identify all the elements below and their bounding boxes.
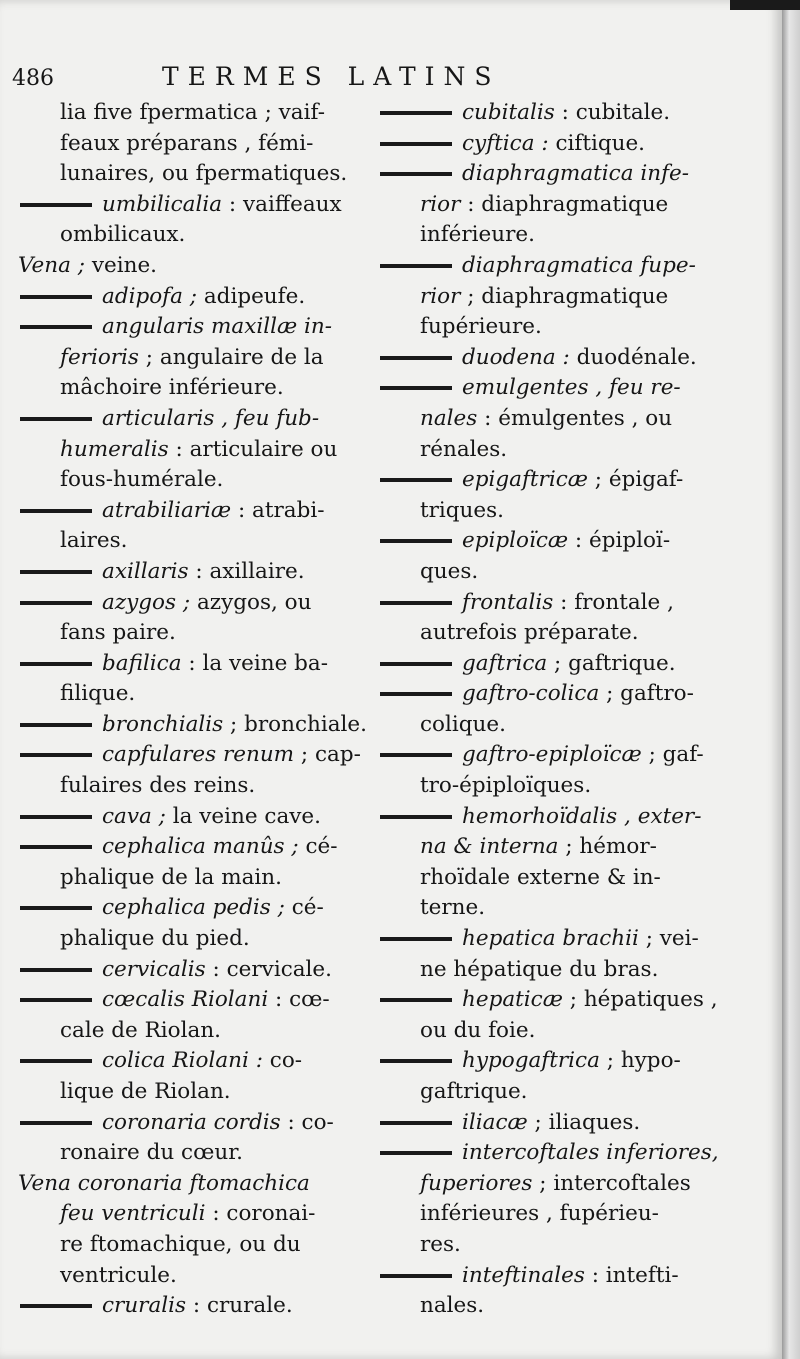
latin-term: bronchialis (102, 711, 224, 737)
latin-term: diaphragmatica infe- (462, 161, 690, 187)
text-line (378, 190, 740, 221)
french-gloss: : épiploï- (568, 528, 671, 554)
latin-term: emulgentes , feu re- (462, 375, 681, 401)
french-gloss: ; intercoftales (532, 1170, 691, 1196)
latin-term: gaftrica (462, 650, 548, 676)
latin-term: hepatica brachii (462, 926, 639, 952)
french-gloss: : cœ- (268, 987, 330, 1013)
text-line (18, 649, 376, 680)
text-line (378, 802, 740, 833)
ditto-dash (20, 570, 92, 574)
french-gloss: ; iliaques. (527, 1109, 641, 1135)
french-gloss: ; gaftrique. (547, 650, 676, 676)
french-gloss: nales. (420, 1293, 485, 1319)
text-line (18, 312, 376, 343)
ditto-dash (20, 417, 92, 421)
text-line (18, 435, 376, 466)
text-line (378, 465, 740, 496)
text-line (378, 893, 740, 924)
ditto-dash (20, 845, 92, 849)
french-gloss: phalique de la main. (60, 864, 282, 890)
text-line (378, 1016, 740, 1047)
text-line (378, 1169, 740, 1200)
text-line (378, 1199, 740, 1230)
latin-term: angularis maxillæ in- (102, 314, 332, 340)
ditto-dash (380, 111, 452, 115)
text-line (18, 863, 376, 894)
text-line (378, 1108, 740, 1139)
text-line (378, 955, 740, 986)
ditto-dash (380, 264, 452, 268)
french-gloss: : axillaire. (188, 558, 305, 584)
running-header (12, 62, 772, 102)
french-gloss: ; cap- (294, 742, 361, 768)
ditto-dash (380, 478, 452, 482)
ditto-dash (380, 815, 452, 819)
latin-term: colica Riolani : (102, 1048, 263, 1074)
latin-term: cubitalis (462, 100, 555, 125)
latin-term: intercoftales inferiores, (462, 1140, 719, 1166)
text-line (18, 251, 376, 282)
text-line (378, 1138, 740, 1169)
ditto-dash (380, 601, 452, 605)
french-gloss: : intefti- (584, 1262, 679, 1288)
latin-term: gaftro-colica (462, 681, 600, 707)
french-gloss: la veine cave. (165, 803, 321, 829)
french-gloss: fupérieure. (420, 314, 542, 340)
text-line (378, 1077, 740, 1108)
ditto-dash (380, 539, 452, 543)
french-gloss: : cervicale. (205, 956, 332, 982)
french-gloss: cale de Riolan. (60, 1017, 221, 1043)
french-gloss: ; vei- (638, 926, 699, 952)
page-number: 486 (12, 66, 54, 91)
french-gloss: lia five fpermatica ; vaif- (60, 100, 325, 125)
french-gloss: : diaphragmatique (460, 191, 669, 217)
text-line (378, 557, 740, 588)
text-line (378, 220, 740, 251)
ditto-dash (20, 815, 92, 819)
page-edge (782, 0, 800, 1359)
latin-term: na & interna (420, 834, 559, 860)
text-line (18, 404, 376, 435)
text-line (18, 1046, 376, 1077)
french-gloss: feaux préparans , fémi- (60, 130, 314, 156)
french-gloss: terne. (420, 895, 486, 921)
text-line (18, 710, 376, 741)
latin-term: inteftinales (462, 1262, 585, 1288)
text-line (18, 618, 376, 649)
latin-term: bafilica (102, 650, 182, 676)
ditto-dash (380, 1151, 452, 1155)
latin-term: rior (420, 283, 461, 309)
latin-term: epigaftricæ (462, 467, 588, 493)
text-line (18, 526, 376, 557)
french-gloss: re ftomachique, ou du (60, 1231, 301, 1257)
text-line (378, 649, 740, 680)
french-gloss: cé- (284, 895, 324, 921)
latin-term: cephalica pedis ; (102, 895, 285, 921)
french-gloss: fulaires des reins. (60, 773, 256, 799)
text-line (378, 1291, 740, 1322)
french-gloss: ; bronchiale. (223, 711, 367, 737)
french-gloss: phalique du pied. (60, 926, 250, 952)
text-line (18, 159, 376, 190)
french-gloss: colique. (420, 711, 506, 737)
text-line (18, 1016, 376, 1047)
french-gloss: rhoïdale externe & in- (420, 864, 661, 890)
ditto-dash (20, 1304, 92, 1308)
french-gloss: veine. (85, 252, 158, 278)
text-line (18, 1108, 376, 1139)
latin-term: capfulares renum (102, 742, 295, 768)
binding-shadow (730, 0, 800, 10)
text-line (18, 557, 376, 588)
latin-term: feu ventriculi (60, 1201, 206, 1227)
text-line (378, 588, 740, 619)
text-line (378, 312, 740, 343)
text-line (378, 771, 740, 802)
french-gloss: tro-épiploïques. (420, 773, 592, 799)
text-line (18, 1077, 376, 1108)
text-line (18, 924, 376, 955)
french-gloss: lunaires, ou fpermatiques. (60, 161, 348, 187)
french-gloss: ne hépatique du bras. (420, 956, 659, 982)
text-line (18, 190, 376, 221)
text-line (18, 588, 376, 619)
text-line (378, 343, 740, 374)
text-line (18, 1291, 376, 1322)
french-gloss: ; épigaf- (587, 467, 684, 493)
french-gloss: ventricule. (60, 1262, 177, 1288)
text-line (378, 251, 740, 282)
french-gloss: ou du foie. (420, 1017, 536, 1043)
latin-term: humeralis (60, 436, 169, 462)
text-line (18, 373, 376, 404)
french-gloss: ; gaftro- (599, 681, 694, 707)
french-gloss: : émulgentes , ou (477, 405, 673, 431)
french-gloss: ; angulaire de la (138, 344, 324, 370)
ditto-dash (20, 1059, 92, 1063)
french-gloss: triques. (420, 497, 504, 523)
ditto-dash (20, 968, 92, 972)
left-column (18, 98, 376, 1322)
french-gloss: : la veine ba- (181, 650, 328, 676)
text-line (18, 465, 376, 496)
text-line (18, 679, 376, 710)
ditto-dash (380, 662, 452, 666)
latin-term: cyftica : (462, 130, 549, 156)
french-gloss: autrefois préparate. (420, 620, 639, 646)
french-gloss: adipeufe. (197, 283, 306, 309)
latin-term: cervicalis (102, 956, 206, 982)
french-gloss: : atrabi- (231, 497, 325, 523)
text-line (378, 404, 740, 435)
text-line (18, 282, 376, 313)
text-line (18, 771, 376, 802)
french-gloss: : cubitale. (554, 100, 671, 125)
latin-term: articularis , feu fub- (102, 405, 320, 431)
text-line (378, 863, 740, 894)
text-line (378, 129, 740, 160)
latin-term: Vena coronaria ftomachica (18, 1170, 310, 1196)
french-gloss: ; hypo- (599, 1048, 681, 1074)
latin-term: atrabiliariæ (102, 497, 232, 523)
text-line (18, 1230, 376, 1261)
french-gloss: ; gaf- (641, 742, 704, 768)
ditto-dash (20, 295, 92, 299)
french-gloss: : vaiffeaux (222, 191, 342, 217)
french-gloss: laires. (60, 528, 128, 554)
french-gloss: inférieure. (420, 222, 535, 248)
latin-term: fuperiores (420, 1170, 533, 1196)
running-title: TERMES LATINS (162, 62, 501, 91)
text-line (18, 985, 376, 1016)
latin-term: umbilicalia (102, 191, 223, 217)
text-line (18, 220, 376, 251)
text-line (378, 282, 740, 313)
french-gloss: : frontale , (553, 589, 674, 615)
latin-term: azygos ; (102, 589, 191, 615)
latin-term: axillaris (102, 558, 189, 584)
ditto-dash (20, 662, 92, 666)
ditto-dash (20, 723, 92, 727)
text-line (378, 740, 740, 771)
latin-term: ferioris (60, 344, 139, 370)
text-line (18, 343, 376, 374)
french-gloss: inférieures , fupérieu- (420, 1201, 659, 1227)
ditto-dash (380, 753, 452, 757)
ditto-dash (380, 1274, 452, 1278)
latin-term: cœcalis Riolani (102, 987, 269, 1013)
french-gloss: ; hémor- (558, 834, 657, 860)
latin-term: cruralis (102, 1293, 187, 1319)
ditto-dash (20, 1121, 92, 1125)
french-gloss: : coronai- (205, 1201, 316, 1227)
ditto-dash (20, 325, 92, 329)
french-gloss: ombilicaux. (60, 222, 186, 248)
text-line (18, 740, 376, 771)
text-line (378, 496, 740, 527)
right-column (378, 98, 740, 1322)
latin-term: epiploïcæ (462, 528, 569, 554)
french-gloss: lique de Riolan. (60, 1079, 231, 1104)
french-gloss: gaftrique. (420, 1079, 528, 1104)
text-line (378, 373, 740, 404)
french-gloss: filique. (60, 681, 136, 707)
french-gloss: ronaire du cœur. (60, 1140, 243, 1166)
ditto-dash (380, 386, 452, 390)
text-line (378, 832, 740, 863)
text-line (378, 435, 740, 466)
french-gloss: : articulaire ou (168, 436, 338, 462)
ditto-dash (380, 356, 452, 360)
text-line (18, 802, 376, 833)
ditto-dash (20, 998, 92, 1002)
latin-term: hemorhoïdalis , exter- (462, 803, 702, 829)
ditto-dash (380, 692, 452, 696)
latin-term: coronaria cordis (102, 1109, 281, 1135)
latin-term: gaftro-epiploïcæ (462, 742, 642, 768)
text-line (378, 1261, 740, 1292)
latin-term: frontalis (462, 589, 554, 615)
french-gloss: ; diaphragmatique (460, 283, 669, 309)
french-gloss: ques. (420, 558, 479, 584)
ditto-dash (380, 172, 452, 176)
text-line (18, 1138, 376, 1169)
text-line (18, 1169, 376, 1200)
latin-term: cephalica manûs ; (102, 834, 299, 860)
latin-term: iliacæ (462, 1109, 528, 1135)
ditto-dash (20, 906, 92, 910)
ditto-dash (20, 601, 92, 605)
ditto-dash (380, 998, 452, 1002)
french-gloss: : co- (280, 1109, 334, 1135)
french-gloss: mâchoire inférieure. (60, 375, 284, 401)
french-gloss: fous-humérale. (60, 467, 224, 493)
text-line (378, 1230, 740, 1261)
latin-term: cava ; (102, 803, 166, 829)
latin-term: nales (420, 405, 478, 431)
latin-term: adipofa ; (102, 283, 198, 309)
french-gloss: co- (262, 1048, 303, 1074)
french-gloss: duodénale. (569, 344, 697, 370)
latin-term: duodena : (462, 344, 570, 370)
ditto-dash (380, 142, 452, 146)
text-line (18, 129, 376, 160)
text-line (378, 924, 740, 955)
latin-term: diaphragmatica fupe- (462, 252, 696, 278)
french-gloss: ciftique. (548, 130, 646, 156)
ditto-dash (380, 1121, 452, 1125)
text-line (18, 832, 376, 863)
text-line (378, 98, 740, 129)
text-line (18, 98, 376, 129)
text-line (378, 526, 740, 557)
french-gloss: azygos, ou (190, 589, 312, 615)
text-line (18, 496, 376, 527)
text-line (378, 1046, 740, 1077)
text-line (378, 985, 740, 1016)
latin-term: hypogaftrica (462, 1048, 600, 1074)
ditto-dash (380, 1059, 452, 1063)
latin-term: hepaticæ (462, 987, 563, 1013)
french-gloss: fans paire. (60, 620, 176, 646)
french-gloss: : crurale. (186, 1293, 293, 1319)
text-line (378, 679, 740, 710)
ditto-dash (380, 937, 452, 941)
latin-term: Vena ; (18, 252, 86, 278)
french-gloss: ; hépatiques , (562, 987, 718, 1013)
latin-term: rior (420, 191, 461, 217)
text-line (378, 159, 740, 190)
ditto-dash (20, 753, 92, 757)
french-gloss: cé- (298, 834, 338, 860)
ditto-dash (20, 203, 92, 207)
text-line (378, 618, 740, 649)
text-line (18, 955, 376, 986)
text-line (18, 1199, 376, 1230)
text-line (18, 893, 376, 924)
ditto-dash (20, 509, 92, 513)
text-line (18, 1261, 376, 1292)
french-gloss: rénales. (420, 436, 508, 462)
french-gloss: res. (420, 1231, 461, 1257)
text-line (378, 710, 740, 741)
